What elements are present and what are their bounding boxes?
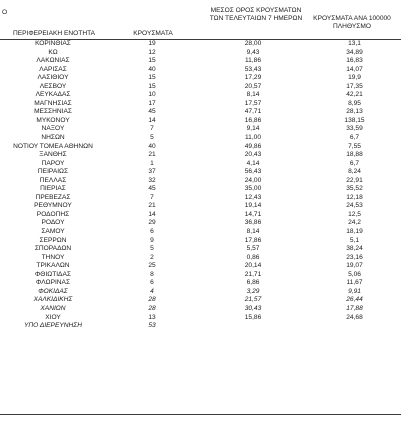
table-row: [0, 143, 401, 152]
cell-cases: 15: [148, 74, 156, 82]
table-row: [0, 160, 401, 169]
cell-7day-average: 16,86: [244, 116, 262, 124]
cell-region: ΦΘΙΩΤΙΔΑΣ: [35, 270, 71, 278]
cell-7day-average: 47,71: [244, 108, 262, 116]
cell-per-100k: 8,24: [348, 168, 361, 176]
cell-region: ΜΥΚΟΝΟΥ: [36, 116, 70, 124]
cell-region: ΡΕΘΥΜΝΟΥ: [34, 202, 72, 210]
cell-per-100k: 8,95: [348, 99, 361, 107]
table-row: [0, 245, 401, 254]
cell-7day-average: 9,14: [246, 125, 260, 133]
cell-cases: 21: [148, 151, 156, 159]
cell-cases: 9: [150, 236, 154, 244]
table-row: [0, 254, 401, 263]
cell-region: ΛΑΣΙΘΙΟΥ: [37, 74, 69, 82]
cell-region: ΛΕΥΚΑΔΑΣ: [35, 91, 71, 99]
cell-region: ΚΩ: [48, 48, 58, 56]
cell-region: ΦΩΚΙΔΑΣ: [38, 287, 68, 295]
cell-7day-average: 36,86: [244, 219, 262, 227]
cell-7day-average: 3,29: [246, 287, 260, 295]
cell-per-100k: 9,91: [348, 287, 361, 295]
table-row: [0, 202, 401, 211]
header-cases: ΚΡΟΥΣΜΑΤΑ: [133, 30, 173, 37]
cell-region: ΡΟΔΟΠΗΣ: [36, 210, 70, 218]
cell-7day-average: 30,43: [244, 304, 262, 312]
cell-region: ΝΗΣΩΝ: [41, 134, 65, 142]
cell-7day-average: 17,86: [244, 236, 262, 244]
table-row: [0, 100, 401, 109]
cell-7day-average: 11,86: [244, 57, 261, 65]
cell-per-100k: 19,9: [348, 74, 361, 82]
cell-per-100k: 138,15: [344, 116, 365, 124]
cell-region: ΧΙΟΥ: [45, 313, 61, 321]
cell-7day-average: 14,71: [244, 210, 262, 218]
table-row: [0, 66, 401, 75]
cell-region: ΣΠΟΡΑΔΩΝ: [34, 245, 72, 253]
cell-region: ΛΑΚΩΝΙΑΣ: [36, 57, 70, 65]
cell-region: ΛΑΡΙΣΑΣ: [39, 65, 67, 73]
cell-cases: 10: [148, 91, 156, 99]
cell-region: ΚΟΡΙΝΘΙΑΣ: [35, 40, 71, 47]
table-row: [0, 219, 401, 228]
cell-cases: 1: [150, 159, 154, 167]
cell-cases: 14: [148, 116, 156, 124]
cell-region: ΤΡΙΚΑΛΩΝ: [36, 262, 70, 270]
table-row: [0, 57, 401, 66]
cell-7day-average: 56,43: [244, 168, 262, 176]
table-row: [0, 74, 401, 83]
cell-per-100k: 5,06: [348, 270, 361, 278]
cell-region: ΠΕΛΛΑΣ: [39, 176, 67, 184]
cell-7day-average: 9,43: [246, 48, 260, 56]
cell-per-100k: 33,59: [346, 125, 363, 133]
cell-7day-average: 21,71: [244, 270, 262, 278]
cell-per-100k: 18,88: [346, 151, 363, 159]
cell-7day-average: 0,86: [246, 253, 260, 261]
header-cases-per-100k: ΚΡΟΥΣΜΑΤΑ ΑΝΑ 100000 ΠΛΗΘΥΣΜΟ: [313, 15, 391, 31]
table-row: [0, 314, 401, 323]
cell-region: ΠΡΕΒΕΖΑΣ: [35, 193, 71, 201]
cell-cases: 2: [150, 253, 154, 261]
header-regional-unit: ΠΕΡΙΦΕΡΕΙΑΚΗ ΕΝΟΤΗΤΑ: [12, 30, 96, 37]
cell-cases: 15: [148, 82, 156, 90]
table-row: [0, 168, 401, 177]
table-row: [0, 108, 401, 117]
cell-per-100k: 13,1: [348, 40, 361, 47]
cell-per-100k: 5,1: [349, 236, 360, 244]
cell-per-100k: 38,24: [346, 245, 363, 253]
cell-per-100k: 42,21: [346, 91, 363, 99]
cell-cases: 7: [150, 193, 154, 201]
cell-7day-average: 53,43: [244, 65, 262, 73]
cell-7day-average: 4,14: [246, 159, 260, 167]
cell-cases: 19: [148, 40, 156, 47]
cell-7day-average: 24,00: [244, 176, 262, 184]
cell-region: ΛΕΣΒΟΥ: [39, 82, 67, 90]
cell-7day-average: 12,43: [244, 193, 262, 201]
cell-per-100k: 23,16: [346, 253, 363, 261]
cell-per-100k: 7,55: [348, 142, 361, 150]
cell-cases: 5: [150, 134, 154, 142]
cell-region: ΠΑΡΟΥ: [41, 159, 65, 167]
cell-cases: 7: [150, 125, 154, 133]
cell-cases: 37: [148, 168, 156, 176]
cell-per-100k: 6,7: [349, 134, 360, 142]
table-row: [0, 91, 401, 100]
cell-region: ΣΑΜΟΥ: [41, 228, 65, 236]
cell-cases: 29: [148, 219, 156, 227]
cell-cases: 12: [148, 48, 156, 56]
cell-per-100k: 12,5: [348, 210, 361, 218]
cell-7day-average: 15,86: [244, 313, 262, 321]
cell-cases: 28: [148, 296, 156, 304]
cell-cases: 17: [148, 99, 156, 107]
table-row: [0, 40, 401, 49]
cell-7day-average: [198, 322, 308, 331]
bottom-divider: [0, 414, 401, 415]
cell-cases: 25: [148, 262, 156, 270]
cell-7day-average: 20,14: [244, 262, 262, 270]
cell-region: ΝΟΤΙΟΥ ΤΟΜΕΑ ΑΘΗΝΩΝ: [13, 142, 93, 150]
cell-per-100k: 18,19: [346, 228, 363, 236]
cell-per-100k: [308, 322, 401, 331]
cell-7day-average: 8,14: [246, 228, 260, 236]
header-top-left: Ο: [2, 9, 8, 16]
table-row: [0, 194, 401, 203]
table-row: [0, 279, 401, 288]
cell-per-100k: 17,35: [346, 82, 363, 90]
cell-cases: 21: [148, 202, 156, 210]
cell-7day-average: 11,00: [244, 134, 261, 142]
cell-cases: 28: [148, 304, 156, 312]
cell-per-100k: 26,44: [346, 296, 363, 304]
cases-table: [0, 40, 401, 331]
cell-cases: 4: [150, 287, 154, 295]
cell-per-100k: 24,2: [348, 219, 361, 227]
table-row: [0, 151, 401, 160]
cell-cases: 8: [150, 270, 154, 278]
cell-per-100k: 22,91: [346, 176, 363, 184]
cell-region: ΝΑΞΟΥ: [41, 125, 65, 133]
cell-per-100k: 19,07: [346, 262, 363, 270]
table-row: [0, 228, 401, 237]
cell-region: ΧΑΝΙΩΝ: [40, 304, 66, 312]
cell-region: ΣΕΡΡΩΝ: [39, 236, 67, 244]
cell-per-100k: 14,07: [346, 65, 363, 73]
table-row: [0, 296, 401, 305]
cell-cases: 45: [148, 108, 156, 116]
cell-7day-average: 17,57: [244, 99, 262, 107]
cell-region: ΡΟΔΟΥ: [41, 219, 65, 227]
cell-cases: 15: [148, 57, 156, 65]
cell-per-100k: 17,88: [346, 304, 363, 312]
cell-region: ΞΑΝΘΗΣ: [39, 151, 67, 159]
cell-7day-average: 21,57: [244, 296, 262, 304]
cell-per-100k: 28,13: [346, 108, 363, 116]
cell-cases: 32: [148, 176, 156, 184]
cell-region: ΜΑΓΝΗΣΙΑΣ: [34, 99, 72, 107]
cell-7day-average: 8,14: [246, 91, 260, 99]
cell-region: ΦΛΩΡΙΝΑΣ: [35, 279, 71, 287]
table-row: [0, 262, 401, 271]
cell-7day-average: 20,57: [244, 82, 262, 90]
table-row: [0, 185, 401, 194]
cell-cases: 6: [150, 279, 154, 287]
cell-per-100k: 24,53: [346, 202, 363, 210]
cell-per-100k: 35,52: [346, 185, 363, 193]
cell-7day-average: 35,00: [244, 185, 262, 193]
table-row: [0, 117, 401, 126]
cell-cases: 5: [150, 245, 154, 253]
cell-7day-average: 49,86: [244, 142, 262, 150]
cell-7day-average: 19,14: [244, 202, 262, 210]
table-header: [0, 0, 401, 40]
cell-cases: 14: [148, 210, 156, 218]
table-row: [0, 177, 401, 186]
table-row: [0, 237, 401, 246]
table-row: [0, 125, 401, 134]
cell-region: ΧΑΛΚΙΔΙΚΗΣ: [33, 296, 73, 304]
cell-per-100k: 6,7: [349, 159, 360, 167]
cell-per-100k: 34,89: [346, 48, 363, 56]
cell-cases: 53: [148, 322, 156, 330]
cell-region: ΠΙΕΡΙΑΣ: [40, 185, 66, 193]
cell-cases: 13: [148, 313, 156, 321]
cell-per-100k: 11,67: [346, 279, 363, 287]
cell-7day-average: 20,43: [244, 151, 262, 159]
cell-cases: 6: [150, 228, 154, 236]
cell-region: ΤΗΝΟΥ: [41, 253, 65, 261]
table-row: [0, 49, 401, 58]
cell-per-100k: 12,18: [346, 193, 363, 201]
table-row: [0, 305, 401, 314]
table-row: [0, 211, 401, 220]
table-row: [0, 271, 401, 280]
cell-per-100k: 24,68: [346, 313, 363, 321]
cell-per-100k: 16,83: [346, 57, 363, 65]
table-row: [0, 322, 401, 331]
header-7day-average: ΜΕΣΟΣ ΟΡΟΣ ΚΡΟΥΣΜΑΤΩΝ ΤΩΝ ΤΕΛΕΥΤΑΙΩΝ 7 ΗΜΕΡΩΝ: [209, 7, 303, 23]
cases-table-body: [0, 40, 401, 331]
cell-cases: 45: [148, 185, 156, 193]
table-row: [0, 134, 401, 143]
cell-7day-average: 5,57: [246, 245, 260, 253]
cell-region: ΥΠΟ ΔΙΕΡΕΥΝΗΣΗ: [24, 322, 82, 330]
cell-7day-average: 28,00: [244, 40, 262, 47]
cell-7day-average: 6,86: [246, 279, 260, 287]
cell-region: ΜΕΣΣΗΝΙΑΣ: [34, 108, 72, 116]
cell-7day-average: 17,29: [244, 74, 262, 82]
cell-region: ΠΕΙΡΑΙΩΣ: [37, 168, 69, 176]
cell-cases: 40: [148, 65, 156, 73]
table-row: [0, 288, 401, 297]
table-row: [0, 83, 401, 92]
cell-cases: 40: [148, 142, 156, 150]
